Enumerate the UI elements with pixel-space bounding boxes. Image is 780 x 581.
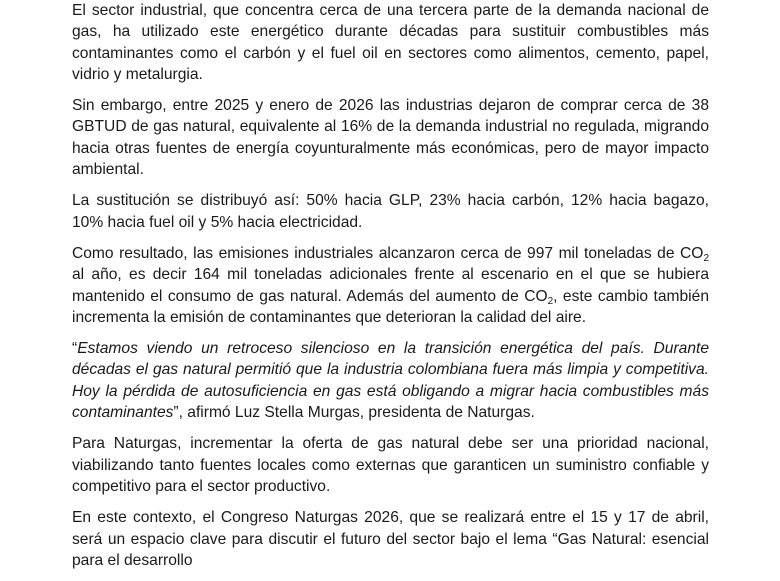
emissions-text-3: , este cambio también incrementa la emisión de contaminantes que deterioran la calidad del aire. [72,287,709,326]
emissions-text-2: al año, es decir 164 mil toneladas adicionales frente al escenario en el que se hubiera mantenido el consumo de gas natural. Además del aumento de CO [72,266,709,305]
paragraph-naturgas-priority: Para Naturgas, incrementar la oferta de gas natural debe ser una prioridad nacional, viabilizando tanto fuentes locales como externas que garanticen un suministro confiable y competitivo para el sector productivo. [72,435,709,495]
quote-text: Estamos viendo un retroceso silencioso en la transición energética del país. Durante décadas el gas natural permitió que la industria colombiana fuera más limpia y competitiva. Hoy la pérdida de autosuficiencia en gas está obligando a migrar hacia combustibles más contaminantes [72,340,709,422]
co2-subscript: 2 [547,295,554,307]
paragraph-emissions [72,243,709,328]
document-page [72,0,709,581]
paragraph-quote [72,338,709,423]
open-quote-mark: “ [72,340,78,358]
paragraph-industrial-sector: El sector industrial, que concentra cerca de una tercera parte de la demanda nacional de gas, ha utilizado este energético durante décadas para sustituir combustibles más contaminantes como el carbón y el fuel oil en sectores como alimentos, cemento, papel, vidrio y metalurgia. [72,2,709,83]
paragraph-substitution-breakdown: La sustitución se distribuyó así: 50% hacia GLP, 23% hacia carbón, 12% hacia bagazo, 10% hacia fuel oil y 5% hacia electricidad. [72,192,709,231]
paragraph-congreso-naturgas: En este contexto, el Congreso Naturgas 2026, que se realizará entre el 15 y 17 de abril, será un espacio clave para discutir el futuro del sector bajo el lema “Gas Natural: esencial para el desarrollo [72,509,709,569]
emissions-text-1: Como resultado, las emisiones industriales alcanzaron cerca de 997 mil toneladas de CO [72,244,704,262]
co2-subscript: 2 [703,252,709,264]
paragraph-demand-drop: Sin embargo, entre 2025 y enero de 2026 las industrias dejaron de comprar cerca de 38 GBTUD de gas natural, equivalente al 16% de la demanda industrial no regulada, migrando hacia otras fuentes de energía coyunturalmente más económicas, pero de mayor impacto ambiental. [72,97,709,179]
quote-attribution: ”, afirmó Luz Stella Murgas, presidenta de Naturgas. [173,404,535,422]
